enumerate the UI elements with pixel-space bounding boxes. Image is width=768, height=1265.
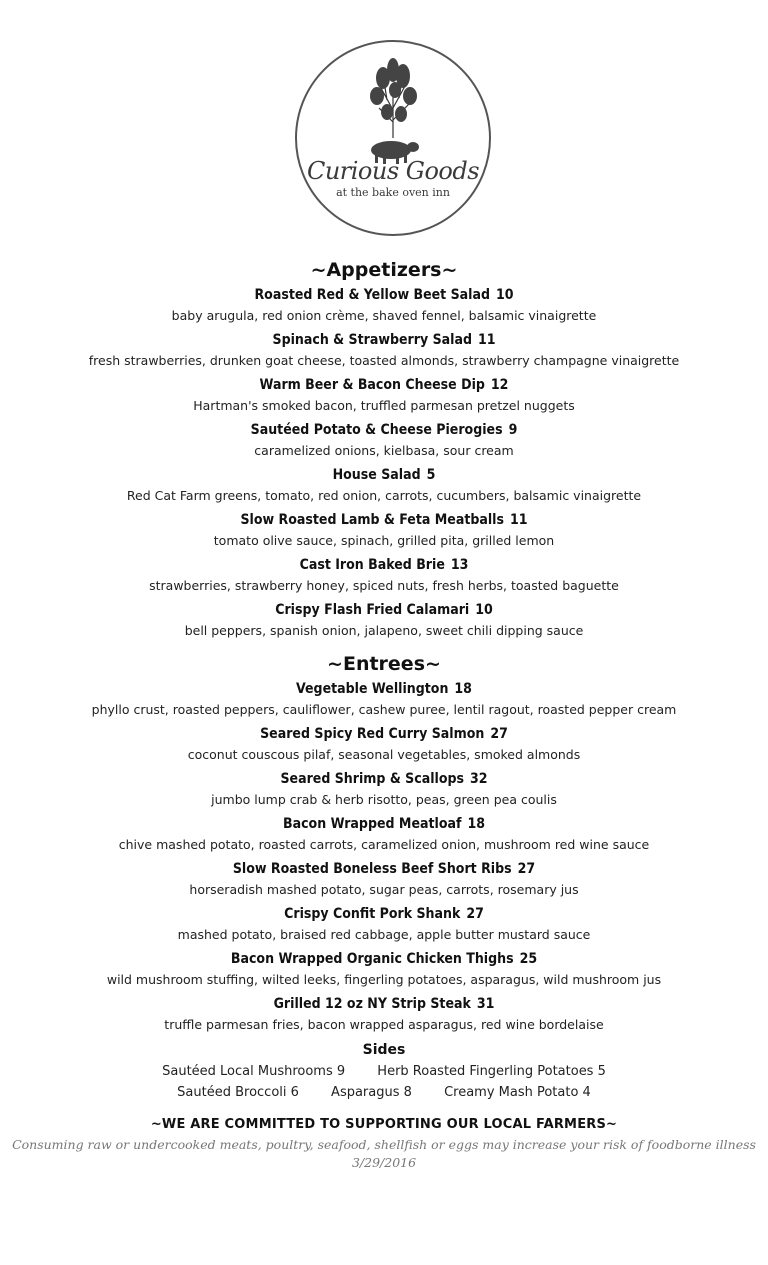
item-name: Slow Roasted Boneless Beef Short Ribs — [232, 861, 512, 877]
menu-item — [0, 600, 768, 641]
menu-date: 3/29/2016 — [351, 1155, 417, 1170]
menu-item — [0, 285, 768, 326]
item-description: coconut couscous pilaf, seasonal vegetables, smoked almonds — [187, 747, 581, 762]
menu — [0, 255, 768, 1172]
menu-item — [0, 814, 768, 855]
item-description: horseradish mashed potato, sugar peas, carrots, rosemary jus — [189, 882, 579, 897]
menu-item — [0, 724, 768, 765]
menu-item — [0, 420, 768, 461]
item-name: Sautéed Potato & Cheese Pierogies — [250, 422, 503, 438]
item-name: Bacon Wrapped Organic Chicken Thighs — [230, 951, 514, 967]
item-price: 32 — [470, 771, 488, 787]
item-description: tomato olive sauce, spinach, grilled pita, grilled lemon — [213, 533, 555, 548]
item-name: Slow Roasted Lamb & Feta Meatballs — [240, 512, 504, 528]
item-price: 11 — [477, 332, 496, 348]
menu-item — [0, 555, 768, 596]
item-description: jumbo lump crab & herb risotto, peas, green pea coulis — [211, 792, 557, 807]
item-price: 18 — [454, 681, 472, 697]
menu-item — [0, 465, 768, 506]
item-description: wild mushroom stuffing, wilted leeks, fingerling potatoes, asparagus, wild mushroom jus — [106, 972, 662, 987]
item-description: Red Cat Farm greens, tomato, red onion, carrots, cucumbers, balsamic vinaigrette — [126, 488, 642, 503]
item-price: 12 — [490, 377, 509, 393]
item-price: 11 — [509, 512, 528, 528]
item-name: Grilled 12 oz NY Strip Steak — [273, 996, 471, 1012]
appetizers-heading: ~Appetizers~ — [310, 259, 458, 281]
item-description: caramelized onions, kielbasa, sour cream — [254, 443, 514, 458]
item-description: mashed potato, braised red cabbage, apple butter mustard sauce — [177, 927, 591, 942]
pig-tree-icon — [287, 30, 499, 245]
sides-heading: Sides — [362, 1042, 406, 1058]
side-item: Herb Roasted Fingerling Potatoes 5 — [377, 1064, 606, 1079]
menu-item — [0, 859, 768, 900]
item-price: 13 — [450, 557, 469, 573]
item-name: Bacon Wrapped Meatloaf — [283, 816, 462, 832]
item-description: fresh strawberries, drunken goat cheese, toasted almonds, strawberry champagne vinaigrette — [88, 353, 680, 368]
menu-item — [0, 679, 768, 720]
item-description: Hartman's smoked bacon, truffled parmesan pretzel nuggets — [193, 398, 575, 413]
item-price: 27 — [466, 906, 484, 922]
item-name: Seared Spicy Red Curry Salmon — [260, 726, 485, 742]
logo-title: Curious Goods — [306, 157, 480, 185]
item-name: Spinach & Strawberry Salad — [272, 332, 472, 348]
item-description: baby arugula, red onion crème, shaved fennel, balsamic vinaigrette — [171, 308, 597, 323]
item-price: 18 — [467, 816, 485, 832]
item-description: phyllo crust, roasted peppers, cauliflower, cashew puree, lentil ragout, roasted pepper cream — [91, 702, 677, 717]
item-name: House Salad — [332, 467, 421, 483]
menu-item — [0, 904, 768, 945]
item-price: 10 — [475, 602, 493, 618]
menu-item — [0, 510, 768, 551]
item-name: Warm Beer & Bacon Cheese Dip — [259, 377, 485, 393]
item-description: bell peppers, spanish onion, jalapeno, sweet chili dipping sauce — [184, 623, 584, 638]
item-name: Cast Iron Baked Brie — [299, 557, 445, 573]
side-item: Asparagus 8 — [331, 1085, 412, 1100]
side-item: Sautéed Local Mushrooms 9 — [162, 1064, 346, 1079]
farmers-commitment: ~WE ARE COMMITTED TO SUPPORTING OUR LOCAL FARMERS~ — [150, 1117, 618, 1132]
item-name: Seared Shrimp & Scallops — [280, 771, 465, 787]
entrees-heading: ~Entrees~ — [327, 653, 441, 675]
item-price: 27 — [517, 861, 536, 877]
item-description: chive mashed potato, roasted carrots, caramelized onion, mushroom red wine sauce — [118, 837, 650, 852]
item-price: 27 — [490, 726, 508, 742]
menu-item — [0, 375, 768, 416]
side-item: Creamy Mash Potato 4 — [444, 1085, 591, 1100]
menu-item — [0, 949, 768, 990]
item-name: Roasted Red & Yellow Beet Salad — [254, 287, 490, 303]
item-name: Crispy Flash Fried Calamari — [275, 602, 470, 618]
restaurant-logo — [287, 30, 499, 245]
item-price: 25 — [519, 951, 538, 967]
sides-row — [0, 1061, 768, 1082]
sides-row — [0, 1082, 768, 1103]
menu-item — [0, 994, 768, 1035]
item-price: 31 — [476, 996, 495, 1012]
side-item: Sautéed Broccoli 6 — [177, 1085, 299, 1100]
item-price: 5 — [426, 467, 436, 483]
item-price: 10 — [495, 287, 514, 303]
logo-subtitle: at the bake oven inn — [336, 186, 450, 199]
menu-item — [0, 330, 768, 371]
item-name: Crispy Confit Pork Shank — [284, 906, 461, 922]
item-price: 9 — [508, 422, 518, 438]
item-description: truffle parmesan fries, bacon wrapped asparagus, red wine bordelaise — [164, 1017, 604, 1032]
item-name: Vegetable Wellington — [296, 681, 449, 697]
menu-item — [0, 769, 768, 810]
food-safety-warning: Consuming raw or undercooked meats, poultry, seafood, shellfish or eggs may increase your risk of foodborne illness — [12, 1137, 756, 1152]
item-description: strawberries, strawberry honey, spiced nuts, fresh herbs, toasted baguette — [149, 578, 619, 593]
